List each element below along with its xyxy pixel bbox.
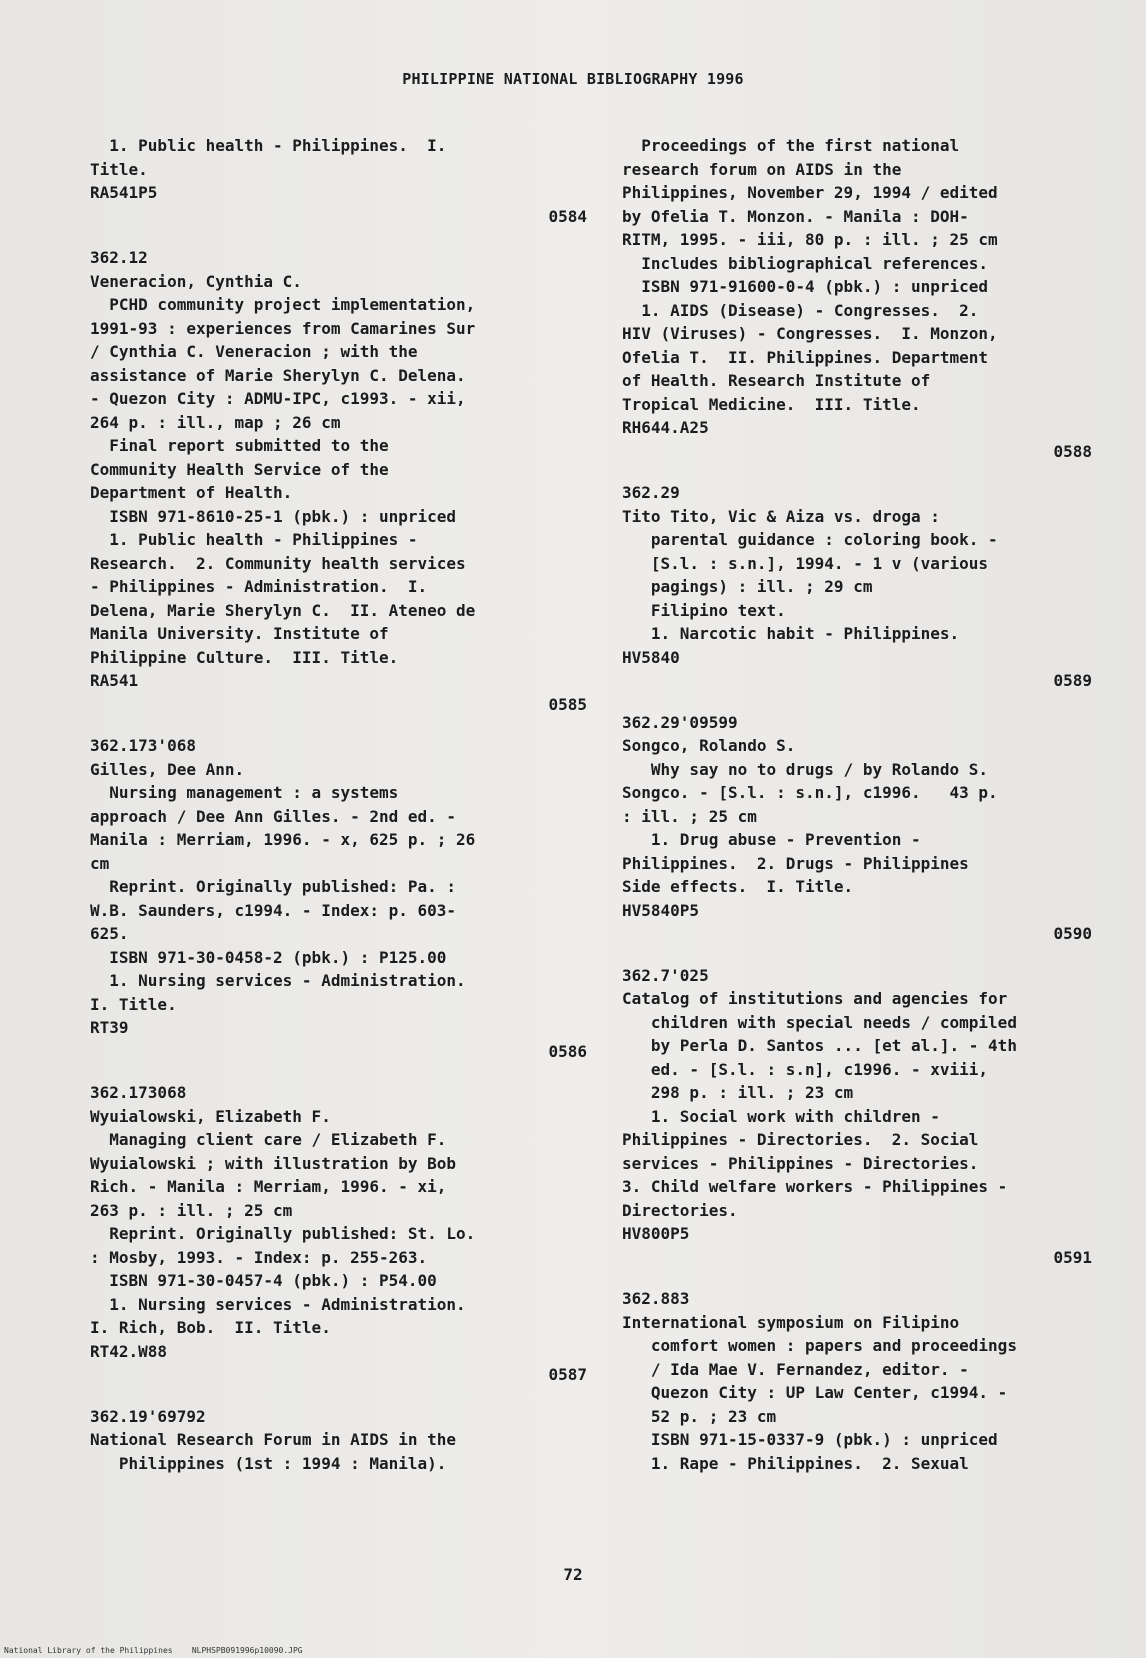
entry-line: Manila University. Institute of <box>90 624 389 643</box>
entry-number: 0589 <box>1053 671 1092 690</box>
scan-footer: National Library of the Philippines NLPHSPB091996p10090.JPG <box>4 1646 303 1655</box>
entry-line: RITM, 1995. - iii, 80 p. : ill. ; 25 cm <box>622 230 998 249</box>
bibliography-entry <box>90 734 587 1063</box>
entry-line: Final report submitted to the <box>90 436 389 455</box>
entry-line: 1. Public health - Philippines. I. <box>90 136 447 155</box>
entry-line: Quezon City : UP Law Center, c1994. - <box>622 1383 1008 1402</box>
entry-line: Department of Health. <box>90 483 293 502</box>
entry-line: 298 p. : ill. ; 23 cm <box>622 1083 854 1102</box>
entry-line: HV800P5 <box>622 1224 690 1243</box>
entry-line: Side effects. I. Title. <box>622 877 854 896</box>
entry-line: services - Philippines - Directories. <box>622 1153 979 1173</box>
bibliography-entry <box>622 711 1092 946</box>
entry-line: Tropical Medicine. III. Title. <box>622 394 921 414</box>
entry-line: - Quezon City : ADMU-IPC, c1993. - xii, <box>90 389 466 408</box>
entry-line: Philippines. 2. Drugs - Philippines <box>622 853 969 873</box>
entry-line: 362.173'068 <box>90 736 196 755</box>
entry-line: 52 p. ; 23 cm <box>622 1406 777 1426</box>
entry-line: ISBN 971-15-0337-9 (pbk.) : unpriced <box>622 1430 998 1449</box>
entry-number: 0591 <box>1053 1247 1092 1267</box>
entry-line: ed. - [S.l. : s.n], c1996. - xviii, <box>622 1059 989 1079</box>
entry-line: 625. <box>90 924 129 943</box>
entry-line: approach / Dee Ann Gilles. - 2nd ed. - <box>90 806 457 826</box>
entry-line: 1. Public health - Philippines - <box>90 530 418 549</box>
entry-line: Wyuialowski ; with illustration by Bob <box>90 1153 457 1173</box>
entry-line: 1991-93 : experiences from Camarines Sur <box>90 318 476 338</box>
entry-line: Philippines, November 29, 1994 / edited <box>622 183 998 202</box>
entry-line: - Philippines - Administration. I. <box>90 577 428 596</box>
bibliography-entry <box>622 964 1092 1270</box>
entry-line: 264 p. : ill., map ; 26 cm <box>90 412 341 432</box>
entry-line: / Cynthia C. Veneracion ; with the <box>90 342 418 361</box>
entry-line: HV5840 <box>622 647 680 667</box>
bibliography-entry <box>90 1405 587 1476</box>
entry-line: Philippines - Directories. 2. Social <box>622 1130 979 1149</box>
bibliography-entry <box>622 481 1092 693</box>
entry-line: 1. Narcotic habit - Philippines. <box>622 624 960 643</box>
entry-line: 263 p. : ill. ; 25 cm <box>90 1200 293 1220</box>
entry-line: Tito Tito, Vic & Aiza vs. droga : <box>622 506 940 526</box>
entry-line: RA541P5 <box>90 183 158 202</box>
entry-line: 362.173068 <box>90 1083 187 1102</box>
entry-line: children with special needs / compiled <box>622 1012 1017 1032</box>
entry-line: research forum on AIDS in the <box>622 159 902 179</box>
entry-line: International symposium on Filipino <box>622 1312 960 1332</box>
entry-line: Catalog of institutions and agencies for <box>622 989 1008 1008</box>
entry-line: Includes bibliographical references. <box>622 253 989 273</box>
entry-line: 1. Rape - Philippines. 2. Sexual <box>622 1453 969 1473</box>
entry-number: 0590 <box>1053 924 1092 943</box>
entry-line: comfort women : papers and proceedings <box>622 1336 1017 1355</box>
entry-line: Songco. - [S.l. : s.n.], c1996. 43 p. <box>622 783 998 802</box>
entry-line: ISBN 971-30-0458-2 (pbk.) : P125.00 <box>90 947 447 967</box>
entry-line: Ofelia T. II. Philippines. Department <box>622 347 989 367</box>
entry-line: 362.29'09599 <box>622 712 738 732</box>
entry-line: Nursing management : a systems <box>90 783 399 802</box>
entry-line: RH644.A25 <box>622 418 709 437</box>
entry-line: Managing client care / Elizabeth F. <box>90 1130 447 1149</box>
entry-line: : ill. ; 25 cm <box>622 806 757 826</box>
entry-number: 0586 <box>548 1041 587 1061</box>
entry-line: Research. 2. Community health services <box>90 553 466 573</box>
entry-line: [S.l. : s.n.], 1994. - 1 v (various <box>622 553 989 573</box>
entry-line: Filipino text. <box>622 600 786 620</box>
entry-line: 362.19'69792 <box>90 1406 206 1426</box>
entry-line: 362.29 <box>622 483 680 502</box>
entry-number: 0587 <box>548 1365 587 1384</box>
entry-line: Reprint. Originally published: Pa. : <box>90 877 457 896</box>
entry-line: Reprint. Originally published: St. Lo. <box>90 1224 476 1243</box>
page-header: PHILIPPINE NATIONAL BIBLIOGRAPHY 1996 <box>402 70 744 88</box>
entry-line: Veneracion, Cynthia C. <box>90 271 302 291</box>
entry-line: 1. Drug abuse - Prevention - <box>622 830 921 849</box>
entry-line: pagings) : ill. ; 29 cm <box>622 577 873 596</box>
entry-line: 362.7'025 <box>622 965 709 985</box>
entry-line: Delena, Marie Sherylyn C. II. Ateneo de <box>90 600 476 620</box>
entry-line: of Health. Research Institute of <box>622 371 931 390</box>
entry-line: Why say no to drugs / by Rolando S. <box>622 759 989 779</box>
bibliography-entry <box>622 1287 1092 1475</box>
entry-line: parental guidance : coloring book. - <box>622 530 998 549</box>
entry-line: Philippine Culture. III. Title. <box>90 647 399 667</box>
entry-number: 0588 <box>1053 441 1092 461</box>
entry-line: 362.883 <box>622 1289 690 1308</box>
entry-line: by Ofelia T. Monzon. - Manila : DOH- <box>622 206 969 226</box>
right-column <box>622 134 1092 1493</box>
entry-number: 0585 <box>548 694 587 714</box>
entry-line: : Mosby, 1993. - Index: p. 255-263. <box>90 1247 428 1267</box>
entry-line: 1. Nursing services - Administration. <box>90 971 466 990</box>
entry-line: Community Health Service of the <box>90 459 389 479</box>
entry-line: I. Title. <box>90 994 177 1014</box>
entry-line: by Perla D. Santos ... [et al.]. - 4th <box>622 1036 1017 1055</box>
entry-line: National Research Forum in AIDS in the <box>90 1430 457 1449</box>
entry-line: 3. Child welfare workers - Philippines - <box>622 1177 1008 1196</box>
bibliography-entry <box>90 1081 587 1387</box>
entry-line: Proceedings of the first national <box>622 136 960 155</box>
entry-line: ISBN 971-91600-0-4 (pbk.) : unpriced <box>622 277 989 296</box>
entry-line: assistance of Marie Sherylyn C. Delena. <box>90 365 466 385</box>
bibliography-entry <box>90 246 587 716</box>
page-number: 72 <box>563 1565 583 1584</box>
entry-line: HIV (Viruses) - Congresses. I. Monzon, <box>622 324 998 343</box>
left-column <box>90 134 587 1493</box>
entry-line: RA541 <box>90 671 139 690</box>
entry-line: Rich. - Manila : Merriam, 1996. - xi, <box>90 1177 447 1196</box>
entry-line: 1. Social work with children - <box>622 1106 940 1126</box>
entry-line: 1. AIDS (Disease) - Congresses. 2. <box>622 300 979 320</box>
entry-line: W.B. Saunders, c1994. - Index: p. 603- <box>90 900 457 920</box>
entry-line: Philippines (1st : 1994 : Manila). <box>90 1453 447 1473</box>
bibliography-entry <box>622 134 1092 463</box>
entry-line: Directories. <box>622 1200 738 1220</box>
entry-line: ISBN 971-8610-25-1 (pbk.) : unpriced <box>90 506 457 526</box>
entry-line: / Ida Mae V. Fernandez, editor. - <box>622 1359 969 1379</box>
entry-line: RT42.W88 <box>90 1341 168 1361</box>
entry-line: ISBN 971-30-0457-4 (pbk.) : P54.00 <box>90 1271 437 1290</box>
entry-line: Manila : Merriam, 1996. - x, 625 p. ; 26 <box>90 830 476 849</box>
entry-line: Wyuialowski, Elizabeth F. <box>90 1106 331 1126</box>
entry-line: 1. Nursing services - Administration. <box>90 1294 466 1314</box>
entry-line: Title. <box>90 159 148 179</box>
entry-line: HV5840P5 <box>622 900 700 920</box>
entry-line: Gilles, Dee Ann. <box>90 759 245 779</box>
bibliography-entry <box>90 134 587 228</box>
entry-line: PCHD community project implementation, <box>90 295 476 314</box>
entry-number: 0584 <box>548 206 587 226</box>
entry-line: 362.12 <box>90 248 148 267</box>
entry-line: cm <box>90 853 110 873</box>
entry-line: Songco, Rolando S. <box>622 736 796 755</box>
entry-line: RT39 <box>90 1018 129 1037</box>
entry-line: I. Rich, Bob. II. Title. <box>90 1318 331 1337</box>
